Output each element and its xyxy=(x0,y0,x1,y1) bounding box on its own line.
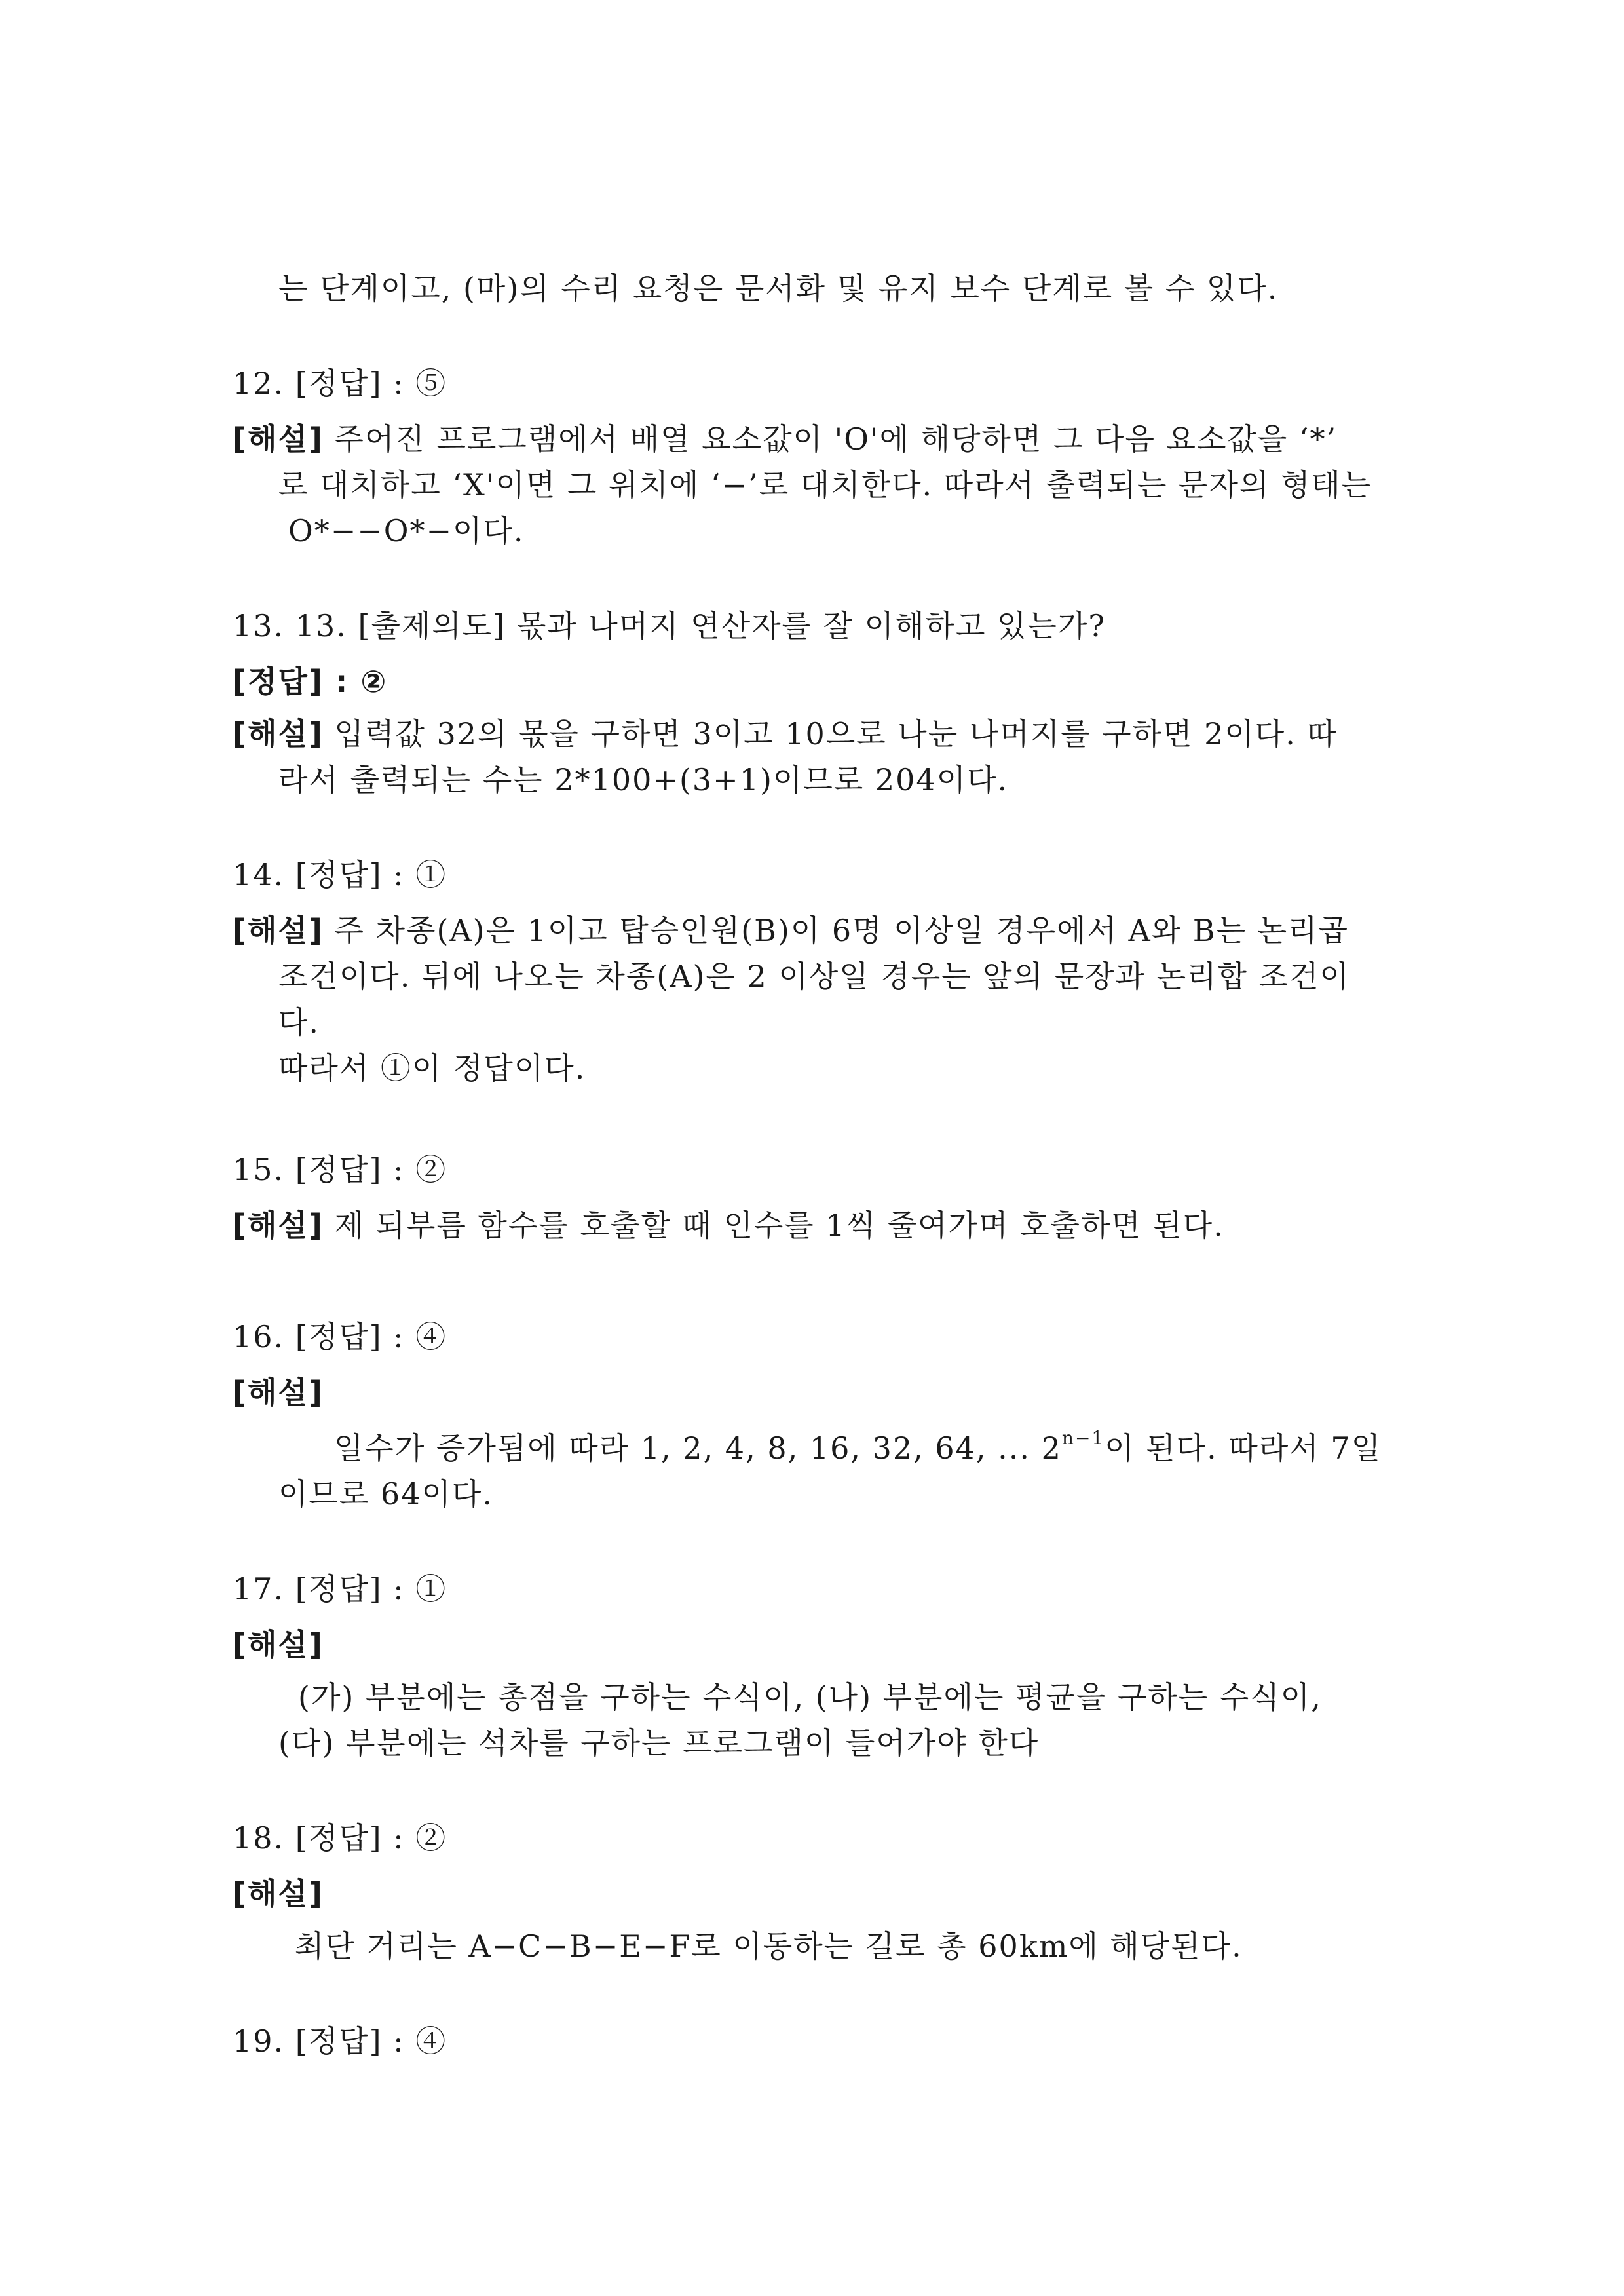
q14-answer: 14. [정답] : ① xyxy=(233,857,447,892)
explanation-label: [해설] xyxy=(233,1876,324,1911)
q12-explanation-line3: O*−−O*−이다. xyxy=(288,513,525,548)
explanation-label: [해설] xyxy=(233,716,324,752)
q15-answer: 15. [정답] : ② xyxy=(233,1152,447,1187)
q12-explanation-line2: 로 대치하고 ‘X'이면 그 위치에 ‘−’로 대치한다. 따라서 출력되는 문자의 형태는 xyxy=(278,467,1372,503)
q14-explanation-line1 xyxy=(233,911,1349,950)
q12-explanation-line1 xyxy=(233,419,1337,459)
explanation-label: [해설] xyxy=(233,1375,324,1410)
q16-explanation-line2: 이므로 64이다. xyxy=(278,1476,493,1512)
q18-explanation-line1: 최단 거리는 A−C−B−E−F로 이동하는 길로 총 60km에 해당된다. xyxy=(295,1928,1243,1964)
explanation-label: [해설] xyxy=(233,1627,324,1662)
q17-explanation-line1: (가) 부분에는 총점을 구하는 수식이, (나) 부분에는 평균을 구하는 수식이, xyxy=(298,1679,1322,1715)
q16-answer: 16. [정답] : ④ xyxy=(233,1319,447,1354)
exponent: n−1 xyxy=(1061,1427,1105,1449)
explanation-label: [해설] xyxy=(233,1208,324,1243)
q13-explanation-line1 xyxy=(233,714,1338,754)
q15-explanation-line1 xyxy=(233,1206,1224,1245)
q19-answer: 19. [정답] : ④ xyxy=(233,2023,447,2059)
q16-explanation-line1 xyxy=(334,1428,1382,1468)
q13-answer: [정답] : ② xyxy=(233,664,388,699)
q18-answer: 18. [정답] : ② xyxy=(233,1820,447,1856)
continuation-line: 는 단계이고, (마)의 수리 요청은 문서화 및 유지 보수 단계로 볼 수 있다. xyxy=(278,271,1279,306)
q13-text-1: 입력값 32의 몫을 구하면 3이고 10으로 나눈 나머지를 구하면 2이다. 따 xyxy=(323,716,1338,752)
q17-answer: 17. [정답] : ① xyxy=(233,1571,447,1607)
q15-text-1: 제 되부름 함수를 호출할 때 인수를 1씩 줄여가며 호출하면 된다. xyxy=(323,1208,1224,1243)
q14-explanation-line4: 따라서 ①이 정답이다. xyxy=(278,1050,586,1086)
q13-explanation-line2: 라서 출력되는 수는 2*100+(3+1)이므로 204이다. xyxy=(278,762,1009,797)
explanation-label: [해설] xyxy=(233,421,324,457)
q17-explanation-line2: (다) 부분에는 석차를 구하는 프로그램이 들어가야 한다 xyxy=(278,1725,1040,1761)
q14-explanation-line2: 조건이다. 뒤에 나오는 차종(A)은 2 이상일 경우는 앞의 문장과 논리합 조건이 xyxy=(278,959,1350,994)
q14-text-1: 주 차종(A)은 1이고 탑승인원(B)이 6명 이상일 경우에서 A와 B는 논리곱 xyxy=(323,913,1349,948)
q16-text-1b: 이 된다. 따라서 7일 xyxy=(1105,1430,1382,1466)
q12-answer: 12. [정답] : ⑤ xyxy=(233,366,447,401)
q16-text-1a: 일수가 증가됨에 따라 1, 2, 4, 8, 16, 32, 64, ... 2 xyxy=(334,1430,1062,1466)
q13-question: 13. 13. [출제의도] 몫과 나머지 연산자를 잘 이해하고 있는가? xyxy=(233,608,1106,643)
q12-text-1: 주어진 프로그램에서 배열 요소값이 'O'에 해당하면 그 다음 요소값을 ‘*’ xyxy=(323,421,1338,457)
explanation-label: [해설] xyxy=(233,913,324,948)
q14-explanation-line3: 다. xyxy=(278,1004,320,1040)
